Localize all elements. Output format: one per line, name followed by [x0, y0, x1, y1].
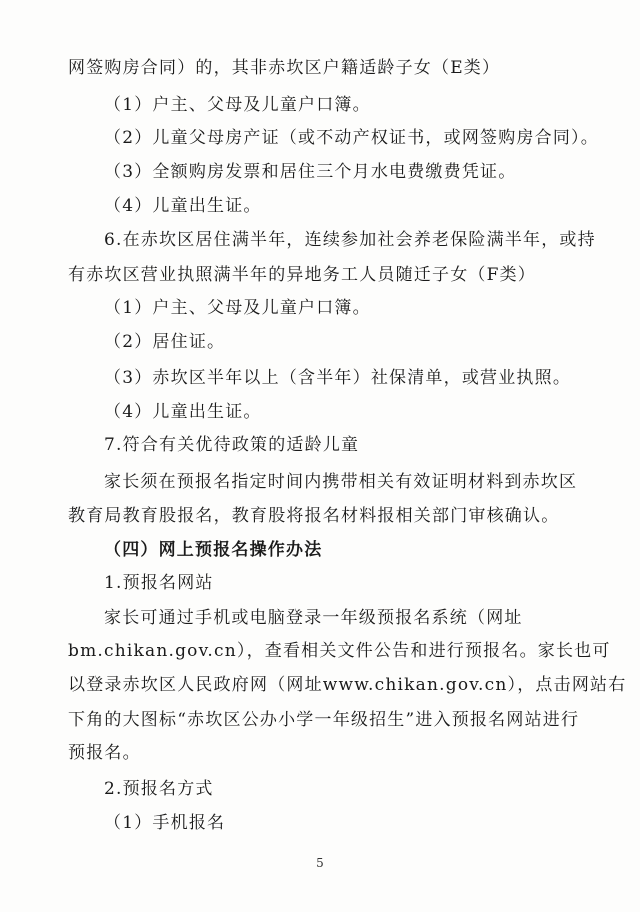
text-line: 网签购房合同）的，其非赤坎区户籍适龄子女（E类）: [68, 58, 501, 78]
text-line: 1.预报名网站: [104, 573, 214, 593]
text-line: 6.在赤坎区居住满半年，连续参加社会养老保险满半年，或持: [104, 230, 596, 250]
text-line: 有赤坎区营业执照满半年的异地务工人员随迁子女（F类）: [68, 265, 536, 285]
text-line: 预报名。: [68, 743, 141, 763]
page-number: 5: [316, 856, 324, 870]
text-line: 以登录赤坎区人民政府网（网址www.chikan.gov.cn），点击网站右: [68, 675, 627, 695]
text-line: （4）儿童出生证。: [104, 402, 262, 422]
text-line: 家长可通过手机或电脑登录一年级预报名系统（网址: [104, 608, 523, 628]
text-line: 2.预报名方式: [104, 779, 214, 799]
section-heading: （四）网上预报名操作办法: [104, 540, 323, 560]
text-line: （1）户主、父母及儿童户口簿。: [104, 298, 371, 318]
text-line: 教育局教育股报名，教育股将报名材料报相关部门审核确认。: [68, 506, 560, 526]
text-line: 家长须在预报名指定时间内携带相关有效证明材料到赤坎区: [104, 472, 578, 492]
text-line: 下角的大图标“赤坎区公办小学一年级招生”进入预报名网站进行: [68, 710, 580, 730]
text-line: bm.chikan.gov.cn），查看相关文件公告和进行预报名。家长也可: [68, 641, 611, 661]
text-line: （2）居住证。: [104, 332, 226, 352]
text-line: （3）全额购房发票和居住三个月水电费缴费凭证。: [104, 162, 517, 182]
text-line: （1）手机报名: [104, 813, 226, 833]
text-line: （4）儿童出生证。: [104, 196, 262, 216]
text-line: （2）儿童父母房产证（或不动产权证书，或网签购房合同）。: [104, 128, 599, 148]
text-line: （1）户主、父母及儿童户口簿。: [104, 95, 371, 115]
text-line: （3）赤坎区半年以上（含半年）社保清单，或营业执照。: [104, 368, 572, 388]
text-line: 7.符合有关优待政策的适龄儿童: [104, 435, 360, 455]
